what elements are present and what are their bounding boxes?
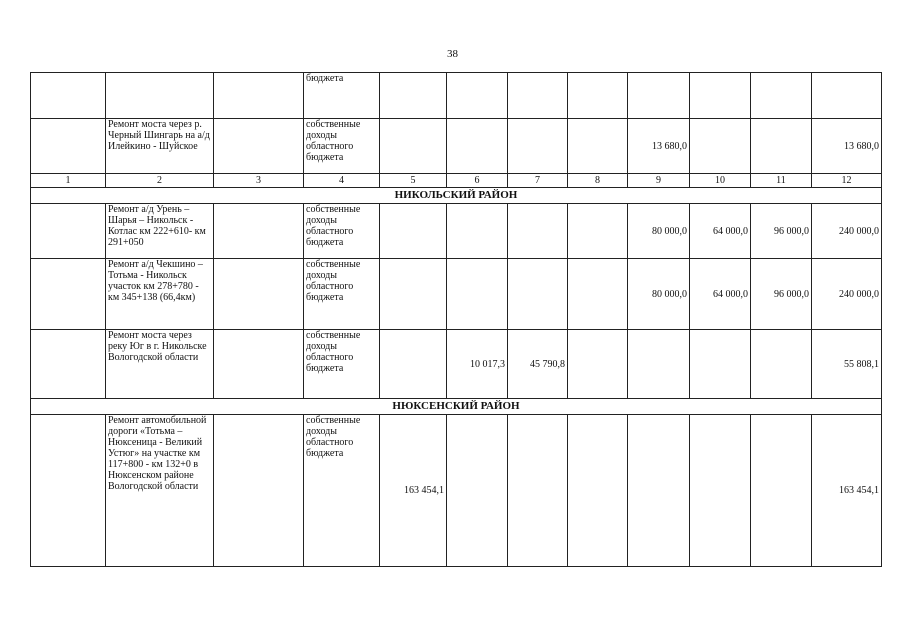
cell-col9: 13 680,0	[628, 119, 690, 174]
cell-funding: собственные доходы областного бюджета	[304, 415, 380, 567]
column-number-10: 10	[690, 174, 751, 188]
cell-col9: 80 000,0	[628, 259, 690, 330]
cell-col9: 80 000,0	[628, 204, 690, 259]
cell-funding: собственные доходы областного бюджета	[304, 204, 380, 259]
cell-col6: 10 017,3	[447, 330, 508, 399]
column-number-row	[31, 174, 882, 188]
table-row-continuation	[31, 73, 882, 119]
cell-col11: 96 000,0	[751, 259, 812, 330]
cell-col3	[214, 73, 304, 119]
column-number-4: 4	[304, 174, 380, 188]
table-row-bridge-shingar	[31, 119, 882, 174]
table-row	[31, 259, 882, 330]
column-number-8: 8	[568, 174, 628, 188]
cell-col1	[31, 73, 106, 119]
cell-total: 240 000,0	[812, 259, 882, 330]
column-number-11: 11	[751, 174, 812, 188]
cell-funding: собственные доходы областного бюджета	[304, 259, 380, 330]
cell-name: Ремонт а/д Урень – Шарья – Никольск - Котлас км 222+610- км 291+050	[106, 204, 214, 259]
cell-funding: собственные доходы областного бюджета	[304, 330, 380, 399]
cell-total: 55 808,1	[812, 330, 882, 399]
column-number-9: 9	[628, 174, 690, 188]
table-row	[31, 415, 882, 567]
section-title: НЮКСЕНСКИЙ РАЙОН	[31, 399, 882, 415]
cell-name	[106, 73, 214, 119]
cell-name: Ремонт моста через р. Черный Шингарь на а/д Илейкино - Шуйское	[106, 119, 214, 174]
section-title: НИКОЛЬСКИЙ РАЙОН	[31, 188, 882, 204]
cell-name: Ремонт автомобильной дороги «Тотьма – Нюксеница - Великий Устюг» на участке км 117+800 - км 132+0 в Нюксенском районе Вологодской области	[106, 415, 214, 567]
cell-col10: 64 000,0	[690, 204, 751, 259]
column-number-5: 5	[380, 174, 447, 188]
column-number-12: 12	[812, 174, 882, 188]
cell-col11: 96 000,0	[751, 204, 812, 259]
cell-funding: бюджета	[304, 73, 380, 119]
cell-col5: 163 454,1	[380, 415, 447, 567]
cell-col10: 64 000,0	[690, 259, 751, 330]
budget-table	[30, 72, 882, 567]
column-number-6: 6	[447, 174, 508, 188]
section-row-nikolsky	[31, 188, 882, 204]
cell-name: Ремонт а/д Чекшино – Тотьма - Никольск участок км 278+780 - км 345+138 (66,4км)	[106, 259, 214, 330]
table-row	[31, 330, 882, 399]
column-number-2: 2	[106, 174, 214, 188]
cell-name: Ремонт моста через реку Юг в г. Никольске Вологодской области	[106, 330, 214, 399]
cell-funding: собственные доходы областного бюджета	[304, 119, 380, 174]
cell-total: 163 454,1	[812, 415, 882, 567]
table-row	[31, 204, 882, 259]
page-number: 38	[447, 48, 458, 60]
cell-total: 240 000,0	[812, 204, 882, 259]
column-number-3: 3	[214, 174, 304, 188]
column-number-1: 1	[31, 174, 106, 188]
cell-col7: 45 790,8	[508, 330, 568, 399]
cell-total: 13 680,0	[812, 119, 882, 174]
column-number-7: 7	[508, 174, 568, 188]
section-row-nyuksensky	[31, 399, 882, 415]
